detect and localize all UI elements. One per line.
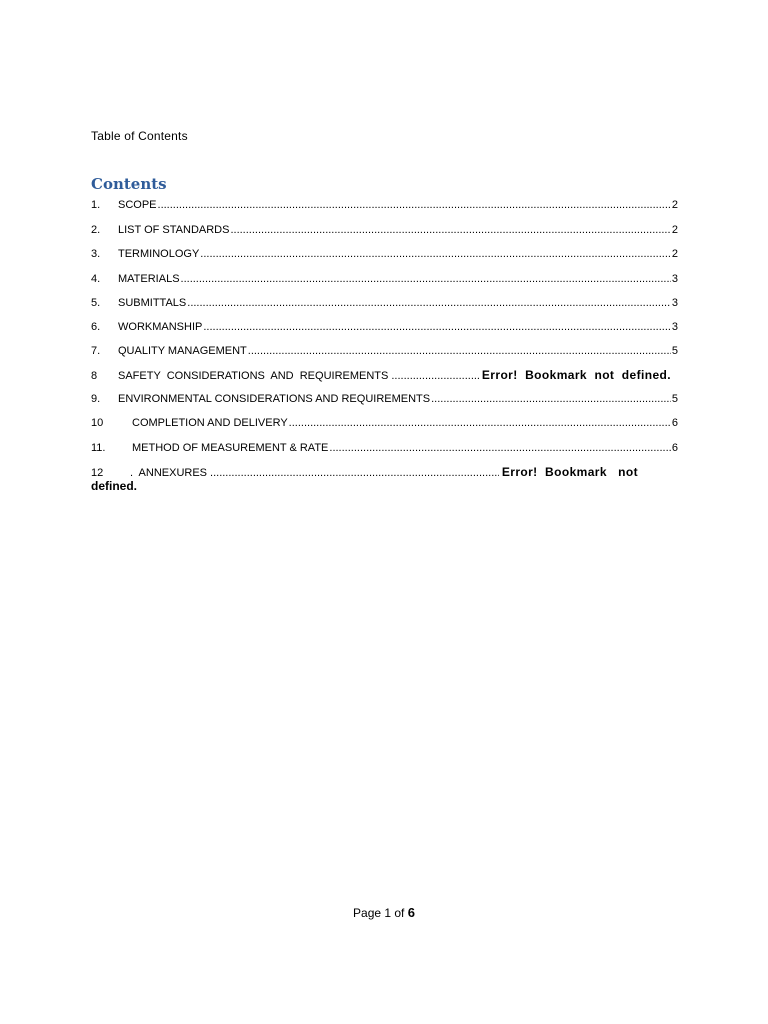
toc-entry-number: 2. [91, 224, 101, 236]
toc-entry-page: 2 [671, 248, 678, 260]
toc-entry-workmanship[interactable] [91, 319, 678, 335]
toc-entry-error: Error! Bookmark not defined. [481, 368, 671, 382]
toc-dot-leader [158, 197, 671, 213]
toc-dot-leader [289, 415, 671, 431]
toc-entry-label: QUALITY MANAGEMENT [118, 345, 247, 357]
total-pages: 6 [407, 905, 415, 920]
toc-entry-environmental[interactable] [91, 391, 678, 407]
toc-entry-label: SAFETY CONSIDERATIONS AND REQUIREMENTS [118, 370, 389, 382]
toc-entry-label: ENVIRONMENTAL CONSIDERATIONS AND REQUIREMENTS [118, 393, 431, 405]
toc-entry-label: TERMINOLOGY [118, 248, 200, 260]
toc-entry-page: 3 [671, 321, 678, 333]
toc-entry-quality-management[interactable] [91, 343, 678, 359]
toc-entry-number: 5. [91, 297, 101, 309]
toc-entry-label: WORKMANSHIP [118, 321, 203, 333]
toc-dot-leader [431, 391, 671, 407]
toc-entry-error-continuation: defined. [91, 479, 138, 493]
toc-entry-page: 3 [671, 297, 678, 309]
toc-entry-label: COMPLETION AND DELIVERY [132, 417, 288, 429]
toc-entry-page: 6 [671, 417, 678, 429]
toc-entry-scope[interactable] [91, 197, 678, 213]
toc-dot-leader [391, 368, 479, 384]
toc-entry-terminology[interactable] [91, 246, 678, 262]
toc-title: Contents [91, 175, 167, 193]
toc-entry-label: SUBMITTALS [118, 297, 187, 309]
toc-entry-number: 6. [91, 321, 101, 333]
toc-entry-number: 8 [91, 370, 98, 382]
toc-entry-label: METHOD OF MEASUREMENT & RATE [132, 442, 329, 454]
toc-dot-leader [181, 271, 671, 287]
toc-entry-number: 11. [91, 442, 106, 454]
toc-entry-number: 1. [91, 199, 101, 211]
toc-entry-number: 4. [91, 273, 101, 285]
toc-dot-leader [248, 343, 671, 359]
toc-entry-number: 3. [91, 248, 101, 260]
toc-entry-page: 2 [671, 224, 678, 236]
toc-entry-page: 3 [671, 273, 678, 285]
toc-entry-error: Error! Bookmark not [501, 465, 638, 479]
toc-entry-completion[interactable] [91, 415, 678, 431]
toc-entry-number: 9. [91, 393, 101, 405]
toc-entry-annexures[interactable] [91, 464, 638, 480]
toc-entry-number: 12 [91, 467, 104, 479]
toc-entry-label: SCOPE [118, 199, 157, 211]
toc-entry-page: 5 [671, 345, 678, 357]
toc-dot-leader [187, 295, 671, 311]
toc-dot-leader [203, 319, 671, 335]
toc-entry-number: 7. [91, 345, 101, 357]
page-footer [0, 905, 768, 920]
toc-entry-number: 10 [91, 417, 104, 429]
toc-dot-leader [210, 465, 499, 481]
toc-entry-list-of-standards[interactable] [91, 222, 678, 238]
toc-dot-leader [200, 246, 671, 262]
toc-entry-page: 2 [671, 199, 678, 211]
page-number-label: Page 1 of [353, 906, 405, 920]
toc-entry-label: . ANNEXURES [130, 467, 208, 479]
toc-dot-leader [230, 222, 670, 238]
toc-entry-submittals[interactable] [91, 295, 678, 311]
toc-entry-page: 6 [671, 442, 678, 454]
toc-entry-safety[interactable] [91, 367, 671, 383]
toc-entry-page: 5 [671, 393, 678, 405]
toc-entry-label: LIST OF STANDARDS [118, 224, 230, 236]
toc-dot-leader [329, 440, 670, 456]
toc-entry-measurement[interactable] [91, 440, 678, 456]
toc-entry-label: MATERIALS [118, 273, 180, 285]
document-heading: Table of Contents [91, 129, 188, 143]
toc-entry-materials[interactable] [91, 271, 678, 287]
